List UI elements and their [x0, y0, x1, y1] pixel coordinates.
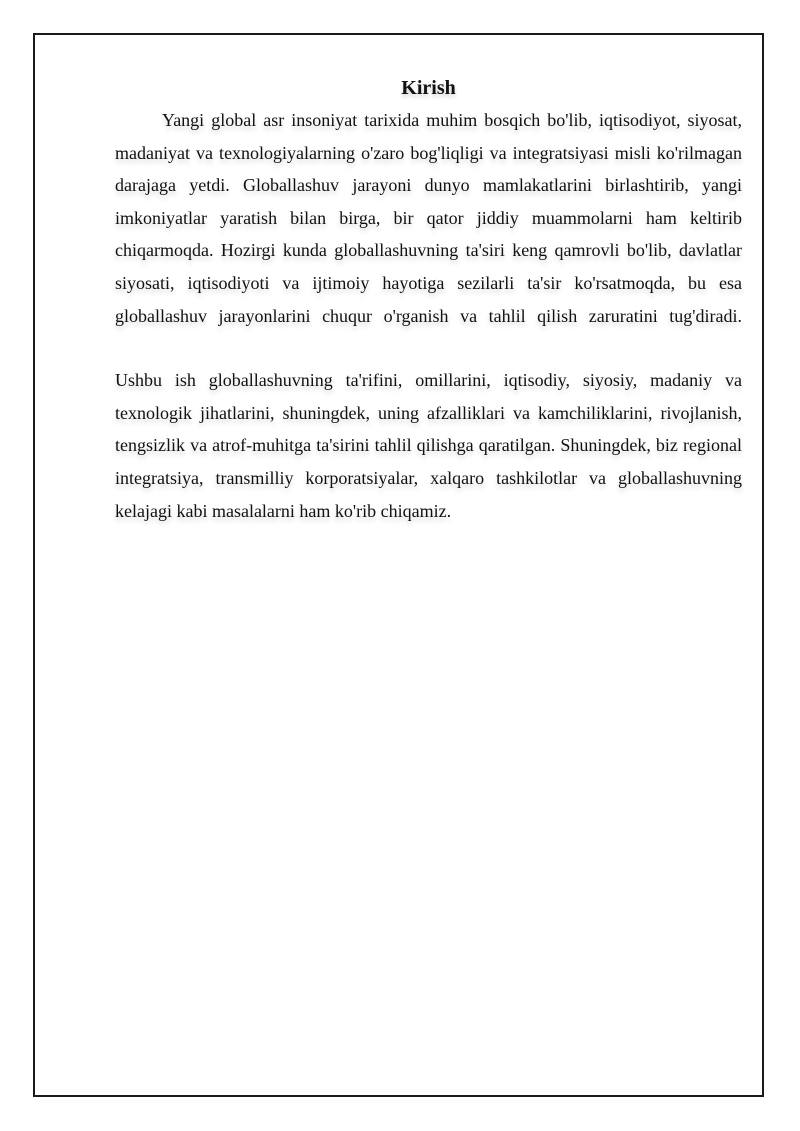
intro-paragraph-2: Ushbu ish globallashuvning ta'rifini, omillarini, iqtisodiy, siyosiy, madaniy va texnologik jihatlarini, shuningdek, uning afzalliklari va kamchiliklarini, rivojlanish, tengsizlik va atrof-muhitga ta'sirini tahlil qilishga qaratilgan. Shuningdek, biz regional integratsiya, transmilliy korporatsiyalar, xalqaro tashkilotlar va globallashuvning kelajagi kabi masalalarni ham ko'rib chiqamiz. [115, 370, 742, 521]
section-title: Kirish [401, 77, 456, 99]
intro-paragraph-1: Yangi global asr insoniyat tarixida muhim bosqich bo'lib, iqtisodiyot, siyosat, madaniyat va texnologiyalarning o'zaro bog'liqligi va integratsiyasi misli ko'rilmagan darajaga yetdi. Globallashuv jarayoni dunyo mamlakatlarini birlashtirib, yangi imkoniyatlar yaratish bilan birga, bir qator jiddiy muammolarni ham keltirib chiqarmoqda. Hozirgi kunda globallashuvning ta'siri keng qamrovli bo'lib, davlatlar siyosati, iqtisodiyoti va ijtimoiy hayotiga sezilarli ta'sir ko'rsatmoqda, bu esa globallashuv jarayonlarini chuqur o'rganish va tahlil qilish zaruratini tug'diradi. [115, 110, 742, 326]
document-body [115, 74, 742, 527]
paragraph-spacer [115, 332, 742, 364]
